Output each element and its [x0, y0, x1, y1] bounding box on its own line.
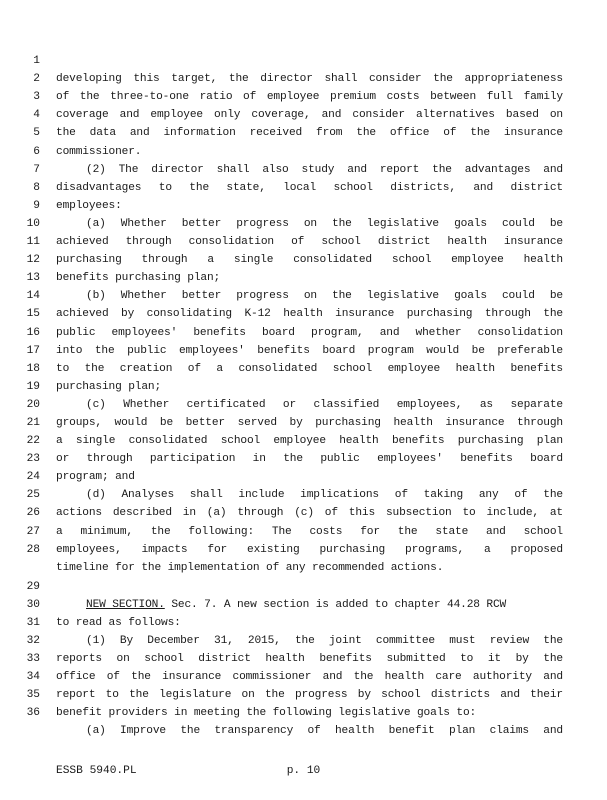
- bill-id: ESSB 5940.PL: [56, 765, 137, 777]
- line-number: 3: [33, 91, 40, 104]
- line-number: 4: [33, 109, 40, 122]
- line-text: (a) Whether better progress on the legislative goals could be: [86, 217, 563, 230]
- line-number: 36: [26, 707, 40, 720]
- line-text: (2) The director shall also study and report the advantages and: [86, 163, 563, 176]
- line-text: achieved by consolidating K-12 health insurance purchasing through the: [56, 308, 563, 321]
- line-text: report to the legislature on the progress by school districts and their: [56, 689, 563, 702]
- line-text: timeline for the implementation of any recommended actions.: [56, 561, 444, 574]
- line-text: groups, would be better served by purchasing health insurance through: [56, 416, 563, 429]
- line-text: the data and information received from the office of the insurance: [56, 127, 563, 140]
- line-text: a single consolidated school employee health benefits purchasing plan: [56, 435, 563, 448]
- line-text: of the three-to-one ratio of employee premium costs between full family: [56, 91, 563, 104]
- line-number: 10: [26, 217, 40, 230]
- new-section-label: NEW SECTION.: [86, 598, 165, 611]
- line-number: 29: [26, 580, 40, 593]
- line-number: 35: [26, 689, 40, 702]
- line-text: to read as follows:: [56, 616, 181, 629]
- line-text: commissioner.: [56, 145, 142, 158]
- line-text: public employees' benefits board program, and whether consolidation: [56, 326, 563, 339]
- line-text: developing this target, the director shall consider the appropriateness: [56, 73, 563, 86]
- page-number: p. 10: [286, 765, 321, 777]
- line-number: 26: [26, 507, 40, 520]
- line-number: 19: [26, 380, 40, 393]
- line-number: 17: [26, 344, 40, 357]
- line-text: actions described in (a) through (c) of this subsection to include, at: [56, 507, 563, 520]
- line-number: 30: [26, 598, 40, 611]
- line-number: 28: [26, 543, 40, 556]
- line-number: 16: [26, 326, 40, 339]
- line-number: 2: [33, 73, 40, 86]
- line-number: 12: [26, 254, 40, 267]
- text-body: [0, 34, 607, 738]
- line-number: 34: [26, 671, 40, 684]
- line-text: (b) Whether better progress on the legislative goals could be: [86, 290, 563, 303]
- line-text: program; and: [56, 471, 135, 484]
- line-number: 1: [33, 55, 40, 68]
- line-text: into the public employees' benefits board program would be preferable: [56, 344, 563, 357]
- line-number: 9: [33, 199, 40, 212]
- page-footer: [0, 762, 607, 780]
- line-text: disadvantages to the state, local school districts, and district: [56, 181, 563, 194]
- line-text: (d) Analyses shall include implications of taking any of the: [86, 489, 563, 502]
- line-text: purchasing plan;: [56, 380, 162, 393]
- line-number: 27: [26, 525, 40, 538]
- line-number: 8: [33, 181, 40, 194]
- line-text: (1) By December 31, 2015, the joint committee must review the: [86, 635, 563, 647]
- line-number: 7: [33, 163, 40, 176]
- line-text: (c) Whether certificated or classified employees, as separate: [86, 398, 563, 411]
- line-number: 23: [26, 453, 40, 466]
- line-number: 24: [26, 471, 40, 484]
- line-text: reports on school district health benefits submitted to it by the: [56, 653, 563, 666]
- line-text: to the creation of a consolidated school employee health benefits: [56, 362, 563, 375]
- line-text: or through participation in the public employees' benefits board: [56, 453, 563, 466]
- line-text: coverage and employee only coverage, and consider alternatives based on: [56, 109, 563, 122]
- line-number: 15: [26, 308, 40, 321]
- line-text: employees:: [56, 199, 122, 212]
- line-number: 32: [26, 635, 40, 647]
- line-number: 25: [26, 489, 40, 502]
- line-number: 20: [26, 398, 40, 411]
- line-text: Sec. 7. A new section is added to chapter 44.28 RCW: [164, 598, 507, 611]
- line-text: achieved through consolidation of school district health insurance: [56, 236, 563, 249]
- line-number: 33: [26, 653, 40, 666]
- line-number: 13: [26, 272, 40, 285]
- line-text: benefit providers in meeting the following legislative goals to:: [56, 707, 477, 720]
- line-text: (a) Improve the transparency of health benefit plan claims and: [86, 725, 563, 738]
- line-number: 18: [26, 362, 40, 375]
- line-text: purchasing through a single consolidated school employee health: [56, 254, 563, 267]
- line-text: a minimum, the following: The costs for the state and school: [56, 525, 563, 538]
- line-number: 31: [26, 616, 40, 629]
- line-1: [0, 34, 607, 86]
- line-number: 5: [33, 127, 40, 140]
- line-text: benefits purchasing plan;: [56, 272, 221, 285]
- line-number: 6: [33, 145, 40, 158]
- line-number: 21: [26, 416, 40, 429]
- line-number: 14: [26, 290, 40, 303]
- line-number: 11: [26, 236, 40, 249]
- line-text: employees, impacts for existing purchasing programs, a proposed: [56, 543, 563, 556]
- line-text: office of the insurance commissioner and the health care authority and: [56, 671, 563, 684]
- line-number: 22: [26, 435, 40, 448]
